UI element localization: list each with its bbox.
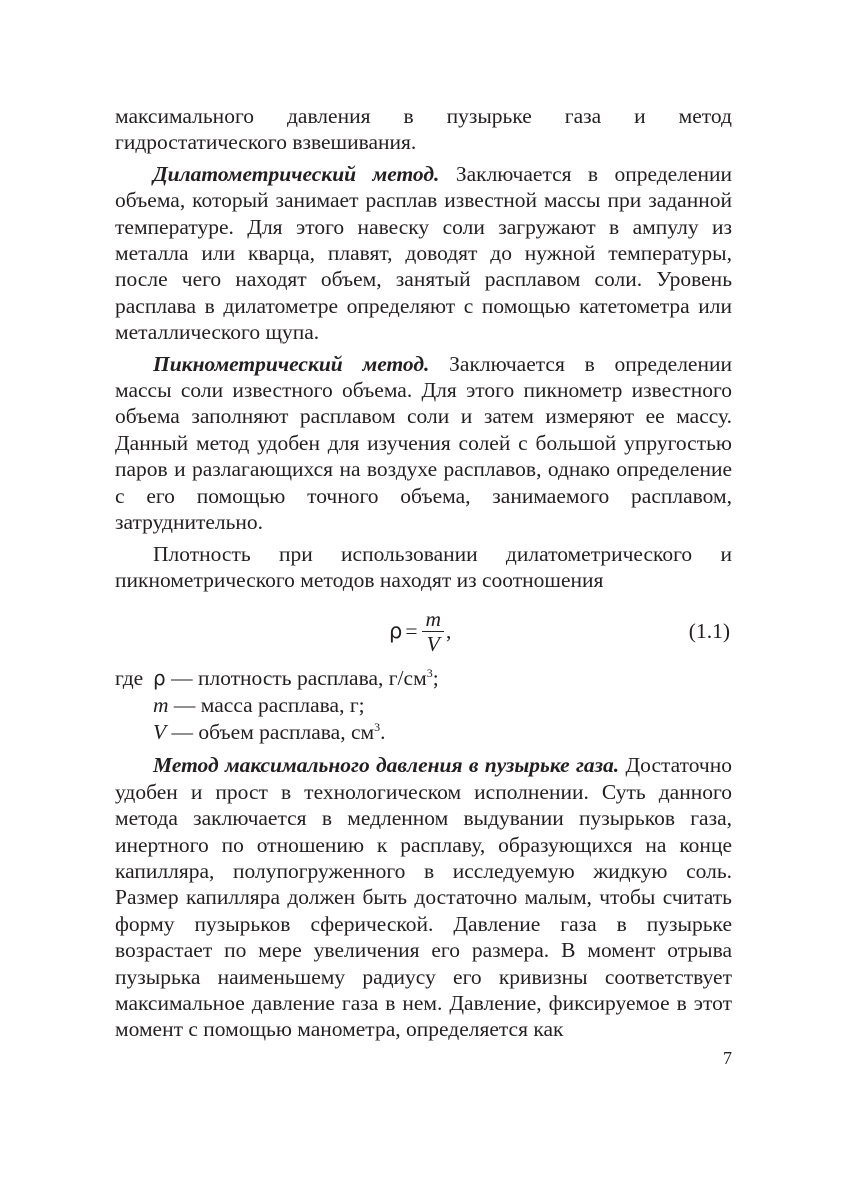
definition-symbol: ρ [153, 666, 166, 691]
max-pressure-method-title: Метод максимального давления в пузырьке газа. [153, 753, 620, 778]
pycnometric-method-paragraph [115, 351, 732, 536]
formula-equals: = [405, 619, 418, 644]
definition-text: — масса расплава, г; [168, 693, 365, 718]
formula-fraction [420, 607, 446, 656]
density-intro-paragraph: Плотность при использовании дилатометрического и пикнометрического методов находят из соотношения [115, 541, 732, 592]
formula-numerator: m [422, 607, 444, 632]
formula-1-1 [115, 601, 732, 661]
definition-sup: 3 [374, 720, 381, 735]
page-number: 7 [723, 1048, 732, 1068]
definition-text: — плотность расплава, г/см [165, 666, 427, 691]
page-body [115, 103, 732, 1048]
max-pressure-method-text: Достаточно удобен и прост в технологическом исполнении. Суть данного метода заключается в медленном выдувании пузырьков газа, инертного по отношению к расплаву, образующихся на конце капилляра, полупогруженного в исследуемую жидкую соль. Размер капилляра должен быть достаточно малым, чтобы считать форму пузырьков сферической. Давление газа в пузырьке возрастает по мере увеличения его размера. В момент отрыва пузырька наименьшему радиусу его кривизны соответствует максимальное давление газа в нем. Давление, фиксируемое в этот момент с помощью манометра, определяется как [115, 753, 733, 1042]
pycnometric-method-title: Пикнометрический метод. [153, 351, 430, 376]
definition-end: . [380, 720, 386, 745]
formula-number: (1.1) [688, 619, 730, 644]
definition-symbol: m [153, 693, 169, 718]
max-pressure-method-paragraph [115, 752, 732, 1042]
formula-denominator: V [426, 631, 440, 656]
definition-sup: 3 [426, 666, 433, 681]
definition-text: — объем расплава, см [166, 720, 375, 745]
formula-expression [389, 601, 451, 661]
pycnometric-method-text: Заключается в определении массы соли известного объема. Для этого пикнометр известного объема заполняют расплавом соли и затем измеряют ее массу. Данный метод удобен для изучения солей с большой упругостью паров и разлагающихся на воздухе расплавов, однако определение с его помощью точного объема, занимаемого расплавом, затруднительно. [115, 351, 732, 535]
dilatometric-method-text: Заключается в определении объема, который занимает расплав известной массы при заданной температуре. Для этого навеску соли загружают в ампулу из металла или кварца, плавят, доводят до нужной температуры, после чего находят объем, занятый расплавом соли. Уровень расплава в дилатометре определяют с помощью катетометра или металлического щупа. [115, 161, 732, 345]
definition-row [115, 665, 732, 692]
definition-where: где [115, 666, 144, 691]
dilatometric-method-paragraph [115, 161, 732, 346]
definition-row [115, 719, 732, 746]
intro-paragraph: максимального давления в пузырьке газа и метод гидростатического взвешивания. [115, 104, 732, 155]
formula-rho: ρ [389, 619, 403, 644]
definition-end: ; [432, 666, 439, 691]
definition-symbol: V [153, 720, 167, 745]
variable-definitions [115, 665, 732, 746]
dilatometric-method-title: Дилатометрический метод. [153, 161, 440, 186]
definition-row [115, 692, 732, 719]
formula-comma: , [446, 619, 452, 644]
